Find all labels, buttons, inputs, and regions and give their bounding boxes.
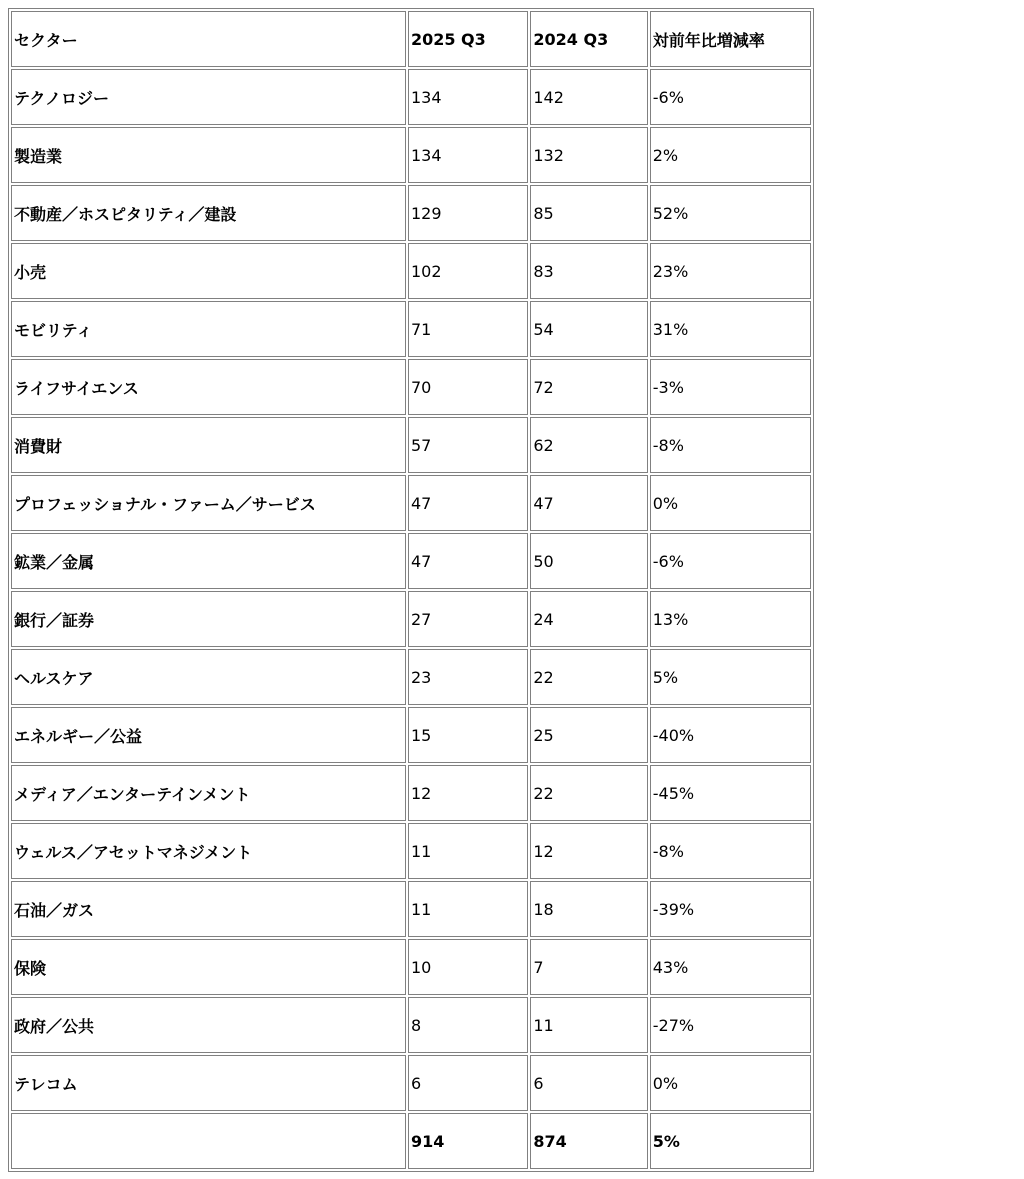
sector-cell: ヘルスケア: [11, 649, 406, 705]
q3-2024-cell: 22: [530, 649, 647, 705]
sector-cell: 消費財: [11, 417, 406, 473]
table-total-row: [11, 1113, 811, 1169]
table-row: [11, 475, 811, 531]
table-row: [11, 185, 811, 241]
q3-2024-cell: 50: [530, 533, 647, 589]
q3-2024-cell: 25: [530, 707, 647, 763]
yoy-change-cell: -40%: [650, 707, 811, 763]
table-row: [11, 301, 811, 357]
sector-cell: テレコム: [11, 1055, 406, 1111]
sector-cell: 不動産／ホスピタリティ／建設: [11, 185, 406, 241]
yoy-change-cell: 2%: [650, 127, 811, 183]
sector-table-container: [8, 8, 814, 1172]
sector-cell: エネルギー／公益: [11, 707, 406, 763]
yoy-change-cell: 23%: [650, 243, 811, 299]
yoy-change-cell: -39%: [650, 881, 811, 937]
sector-cell: メディア／エンターテインメント: [11, 765, 406, 821]
header-yoy-change: 対前年比増減率: [650, 11, 811, 67]
q3-2025-cell: 47: [408, 475, 528, 531]
yoy-change-cell: 13%: [650, 591, 811, 647]
q3-2025-cell: 47: [408, 533, 528, 589]
q3-2025-cell: 12: [408, 765, 528, 821]
q3-2024-cell: 7: [530, 939, 647, 995]
q3-2025-cell: 134: [408, 69, 528, 125]
yoy-change-cell: 31%: [650, 301, 811, 357]
yoy-change-cell: 52%: [650, 185, 811, 241]
header-2024-q3: 2024 Q3: [530, 11, 647, 67]
yoy-change-cell: -6%: [650, 533, 811, 589]
q3-2025-cell: 6: [408, 1055, 528, 1111]
q3-2025-cell: 15: [408, 707, 528, 763]
table-row: [11, 1055, 811, 1111]
q3-2025-cell: 71: [408, 301, 528, 357]
sector-table: [8, 8, 814, 1172]
q3-2024-cell: 54: [530, 301, 647, 357]
total-q3-2024-cell: 874: [530, 1113, 647, 1169]
table-row: [11, 649, 811, 705]
yoy-change-cell: -45%: [650, 765, 811, 821]
yoy-change-cell: -3%: [650, 359, 811, 415]
table-row: [11, 823, 811, 879]
sector-cell: テクノロジー: [11, 69, 406, 125]
yoy-change-cell: 0%: [650, 1055, 811, 1111]
total-yoy-change-cell: 5%: [650, 1113, 811, 1169]
table-row: [11, 243, 811, 299]
q3-2025-cell: 70: [408, 359, 528, 415]
sector-cell: 石油／ガス: [11, 881, 406, 937]
q3-2024-cell: 12: [530, 823, 647, 879]
q3-2024-cell: 62: [530, 417, 647, 473]
table-row: [11, 765, 811, 821]
table-row: [11, 881, 811, 937]
table-row: [11, 707, 811, 763]
q3-2025-cell: 8: [408, 997, 528, 1053]
q3-2025-cell: 11: [408, 823, 528, 879]
q3-2025-cell: 129: [408, 185, 528, 241]
yoy-change-cell: -27%: [650, 997, 811, 1053]
table-row: [11, 127, 811, 183]
q3-2025-cell: 57: [408, 417, 528, 473]
q3-2025-cell: 23: [408, 649, 528, 705]
table-row: [11, 997, 811, 1053]
q3-2024-cell: 47: [530, 475, 647, 531]
table-row: [11, 591, 811, 647]
sector-cell: 小売: [11, 243, 406, 299]
sector-cell: ライフサイエンス: [11, 359, 406, 415]
table-row: [11, 359, 811, 415]
yoy-change-cell: 43%: [650, 939, 811, 995]
sector-cell: モビリティ: [11, 301, 406, 357]
sector-cell: 銀行／証券: [11, 591, 406, 647]
yoy-change-cell: -8%: [650, 823, 811, 879]
q3-2024-cell: 132: [530, 127, 647, 183]
q3-2024-cell: 18: [530, 881, 647, 937]
q3-2025-cell: 102: [408, 243, 528, 299]
q3-2024-cell: 22: [530, 765, 647, 821]
yoy-change-cell: -8%: [650, 417, 811, 473]
sector-cell: 政府／公共: [11, 997, 406, 1053]
yoy-change-cell: 5%: [650, 649, 811, 705]
q3-2024-cell: 24: [530, 591, 647, 647]
yoy-change-cell: 0%: [650, 475, 811, 531]
q3-2025-cell: 10: [408, 939, 528, 995]
q3-2024-cell: 6: [530, 1055, 647, 1111]
total-sector-cell: [11, 1113, 406, 1169]
q3-2025-cell: 134: [408, 127, 528, 183]
q3-2024-cell: 142: [530, 69, 647, 125]
sector-cell: プロフェッショナル・ファーム／サービス: [11, 475, 406, 531]
sector-cell: 製造業: [11, 127, 406, 183]
sector-cell: 保険: [11, 939, 406, 995]
q3-2025-cell: 11: [408, 881, 528, 937]
table-row: [11, 939, 811, 995]
header-sector: セクター: [11, 11, 406, 67]
sector-cell: ウェルス／アセットマネジメント: [11, 823, 406, 879]
yoy-change-cell: -6%: [650, 69, 811, 125]
table-header-row: [11, 11, 811, 67]
q3-2024-cell: 83: [530, 243, 647, 299]
table-row: [11, 417, 811, 473]
q3-2024-cell: 85: [530, 185, 647, 241]
table-row: [11, 69, 811, 125]
table-row: [11, 533, 811, 589]
q3-2025-cell: 27: [408, 591, 528, 647]
header-2025-q3: 2025 Q3: [408, 11, 528, 67]
q3-2024-cell: 72: [530, 359, 647, 415]
q3-2024-cell: 11: [530, 997, 647, 1053]
total-q3-2025-cell: 914: [408, 1113, 528, 1169]
sector-cell: 鉱業／金属: [11, 533, 406, 589]
